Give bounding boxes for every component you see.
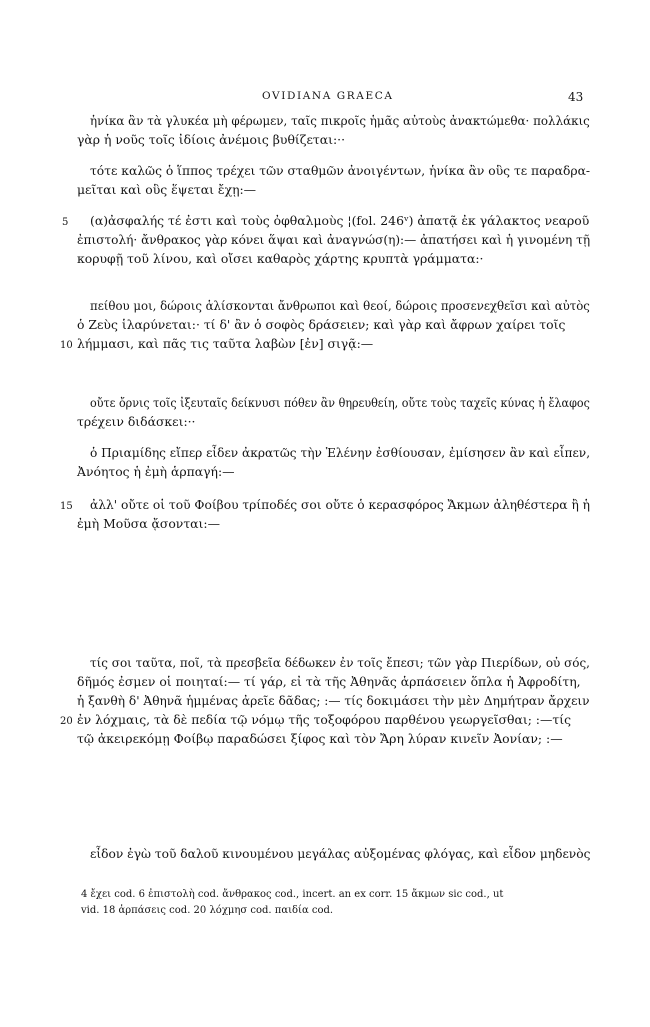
text-line: ἐν λόχμαις, τὰ δὲ πεδία τῷ νόμῳ τῆς τοξοφόρου παρθένου γεωργεῖσθαι; :—τίς: [77, 712, 572, 727]
text-line: εἶδον ἐγὼ τοῦ δαλοῦ κινουμένου μεγάλας αὐξομένας φλόγας, καὶ εἶδον μηδενὸς: [90, 846, 591, 861]
line-number: 20: [60, 716, 73, 727]
text-line: λήμμασι, καὶ πᾶς τις ταῦτα λαβὼν [ἐν] σιγᾷ:—: [77, 336, 374, 351]
text-line: οὔτε ὄρνις τοῖς ἰξευταῖς δείκνυσι πόθεν ἂν θηρευθείη, οὔτε τοὺς ταχεῖς κύνας ἡ ἔλαφος: [90, 395, 590, 410]
text-line: ὁ Πριαμίδης εἴπερ εἶδεν ἀκρατῶς τὴν Ἑλένην ἐσθίουσαν, ἐμίσησεν ἂν καὶ εἶπεν,: [90, 445, 591, 460]
text-line: ὁ Ζεὺς ἱλαρύνεται:· τί δ' ἂν ὁ σοφὸς δράσειεν; καὶ γὰρ καὶ ἄφρων χαίρει τοῖς: [77, 317, 566, 332]
text-line: πείθου μοι, δώροις ἁλίσκονται ἄνθρωποι καὶ θεοί, δώροις προσενεχθεῖσι καὶ αὐτὸς: [90, 298, 590, 313]
text-line: μεῖται καὶ οὓς ἕψεται ἔχῃ:—: [77, 182, 257, 197]
text-line: ἡνίκα ἂν τὰ γλυκέα μὴ φέρωμεν, ταῖς πικροῖς ἡμᾶς αὐτοὺς ἀνακτώμεθα· πολλάκις: [90, 113, 590, 128]
apparatus-line: 4 ἔχει cod. 6 ἐπιστολὴ cod. ἄνθρακος cod., incert. an ex corr. 15 ἄκμων sic cod., ut: [81, 889, 504, 900]
text-line: τῷ ἀκειρεκόμῃ Φοίβῳ παραδώσει ξίφος καὶ τὸν Ἄρη λύραν κινεῖν Ἀονίαν; :—: [77, 731, 563, 746]
page-number: 43: [568, 90, 584, 104]
text-line: δῆμός ἐσμεν οἱ ποιηταί:— τί γάρ, εἰ τὰ τῆς Ἀθηνᾶς ἁρπάσειεν ὅπλα ἡ Ἀφροδίτη,: [77, 674, 581, 689]
text-line: τίς σοι ταῦτα, ποῖ, τὰ πρεσβεῖα δέδωκεν ἐν τοῖς ἔπεσι; τῶν γὰρ Πιερίδων, οὐ σός,: [90, 655, 590, 670]
text-line: ἡ ξανθὴ δ' Ἀθηνᾶ ἡμμένας ἀρεῖε δᾶδας; :— τίς δοκιμάσει τὴν μὲν Δημήτραν ἄρχειν: [77, 693, 590, 708]
text-line: ἀλλ' οὔτε οἱ τοῦ Φοίβου τρίποδές σοι οὔτε ὁ κερασφόρος Ἄκμων ἀληθέστερα ἢ ἡ: [90, 497, 591, 512]
text-line: ἐμὴ Μοῦσα ᾄσονται:—: [77, 516, 220, 531]
running-header: OVIDIANA GRAECA: [262, 90, 394, 102]
text-line: γὰρ ἡ νοῦς τοῖς ἰδίοις ἀνέμοις βυθίζεται:··: [77, 132, 346, 147]
text-line: Ἀνόητος ἡ ἐμὴ ἁρπαγή:—: [77, 464, 235, 479]
text-line: κορυφῇ τοῦ λίνου, καὶ οἴσει καθαρὸς χάρτης κρυπτὰ γράμματα:·: [77, 251, 484, 266]
line-number: 15: [60, 501, 73, 512]
apparatus-line: vid. 18 ἁρπάσεις cod. 20 λόχμησ cod. παιδία cod.: [81, 905, 334, 916]
text-line: τρέχειν διδάσκει:··: [77, 414, 196, 429]
line-number: 5: [62, 217, 69, 228]
text-line: ἐπιστολή· ἄνθρακος γὰρ κόνει ἅψαι καὶ ἀναγνώσ(η):— ἀπατήσει καὶ ἡ γινομένη τῇ: [77, 232, 591, 247]
text-line: τότε καλῶς ὁ ἵππος τρέχει τῶν σταθμῶν ἀνοιγέντων, ἡνίκα ἂν οὓς τε παραδρα-: [90, 163, 591, 178]
text-line: (α)ἀσφαλής τέ ἐστι καὶ τοὺς ὀφθαλμοὺς ¦(fol. 246ᵛ) ἀπατᾷ ἐκ γάλακτος νεαροῦ: [90, 213, 590, 228]
line-number: 10: [60, 340, 73, 351]
